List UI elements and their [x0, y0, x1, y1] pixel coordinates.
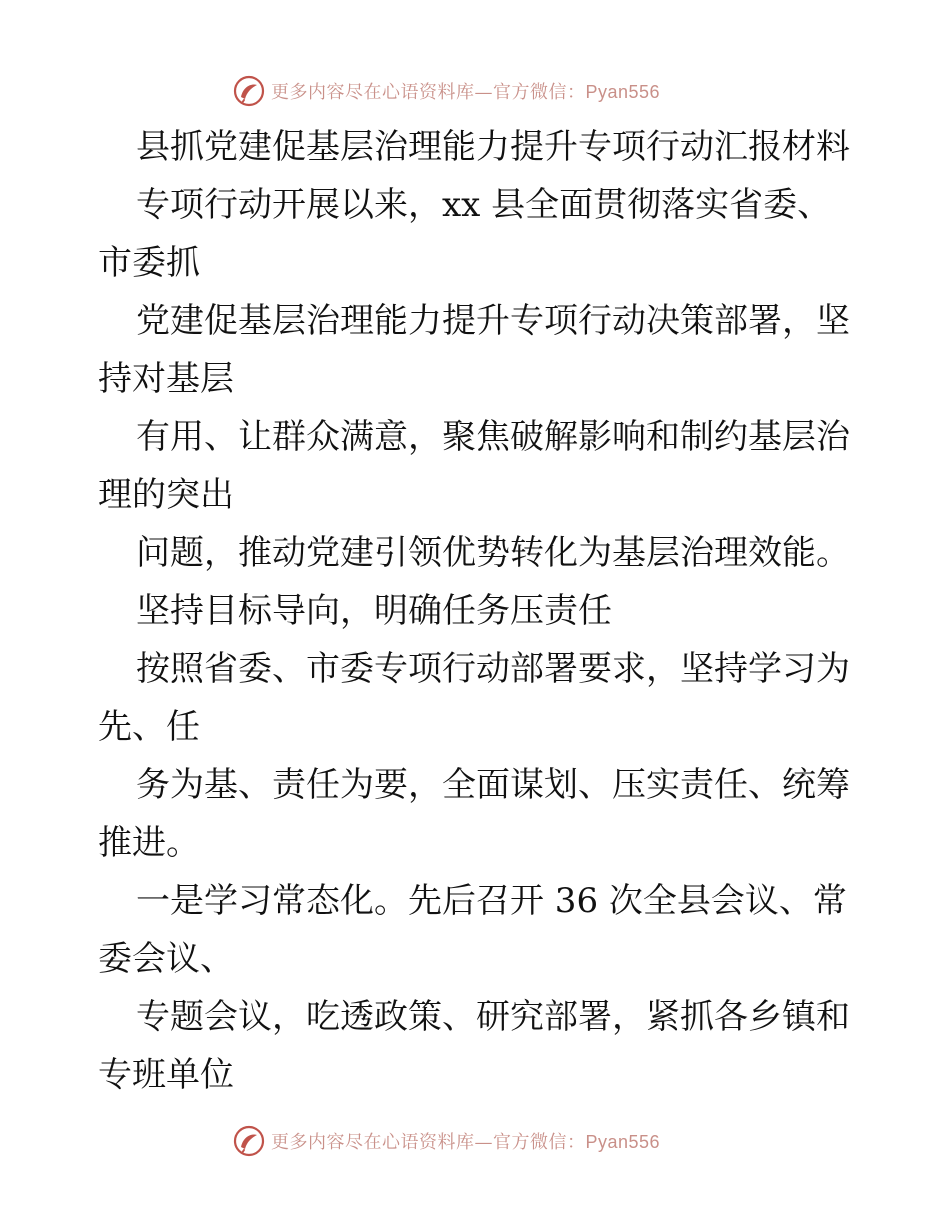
header-watermark-banner [233, 74, 660, 108]
paragraph-line: 一是学习常态化。先后召开 36 次全县会议、常 [136, 881, 847, 921]
pen-heart-logo-icon [233, 75, 265, 107]
document-body [98, 118, 852, 1104]
paragraph-line: 先、任 [98, 707, 200, 747]
paragraph-line: 有用、让群众满意，聚焦破解影响和制约基层治 [136, 417, 850, 457]
paragraph-line: 务为基、责任为要，全面谋划、压实责任、统筹 [136, 765, 850, 805]
watermark-site-text: 更多内容尽在心语资料库—官方微信： [271, 82, 586, 103]
watermark-wechat-id: Pyan556 [585, 82, 661, 102]
paragraph-line: 专题会议，吃透政策、研究部署，紧抓各乡镇和 [136, 997, 850, 1037]
document-title: 县抓党建促基层治理能力提升专项行动汇报材料 [136, 127, 850, 167]
paragraph-line: 问题，推动党建引领优势转化为基层治理效能。 [136, 533, 850, 573]
watermark-text [271, 1128, 660, 1154]
watermark-site-text: 更多内容尽在心语资料库—官方微信： [271, 1132, 586, 1153]
watermark-wechat-id: Pyan556 [585, 1132, 661, 1152]
paragraph-line: 党建促基层治理能力提升专项行动决策部署，坚 [136, 301, 850, 341]
watermark-text [271, 78, 660, 104]
paragraph-line: 理的突出 [98, 475, 234, 515]
paragraph-line: 专班单位 [98, 1055, 234, 1095]
paragraph-line: 推进。 [98, 823, 200, 863]
paragraph-line: 市委抓 [98, 243, 200, 283]
paragraph-line: 专项行动开展以来，xx 县全面贯彻落实省委、 [136, 185, 832, 225]
paragraph-line: 按照省委、市委专项行动部署要求，坚持学习为 [136, 649, 850, 689]
paragraph-line: 持对基层 [98, 359, 234, 399]
paragraph-line: 委会议、 [98, 939, 234, 979]
footer-watermark-banner [233, 1124, 660, 1158]
section-heading: 坚持目标导向，明确任务压责任 [136, 591, 612, 631]
pen-heart-logo-icon [233, 1125, 265, 1157]
